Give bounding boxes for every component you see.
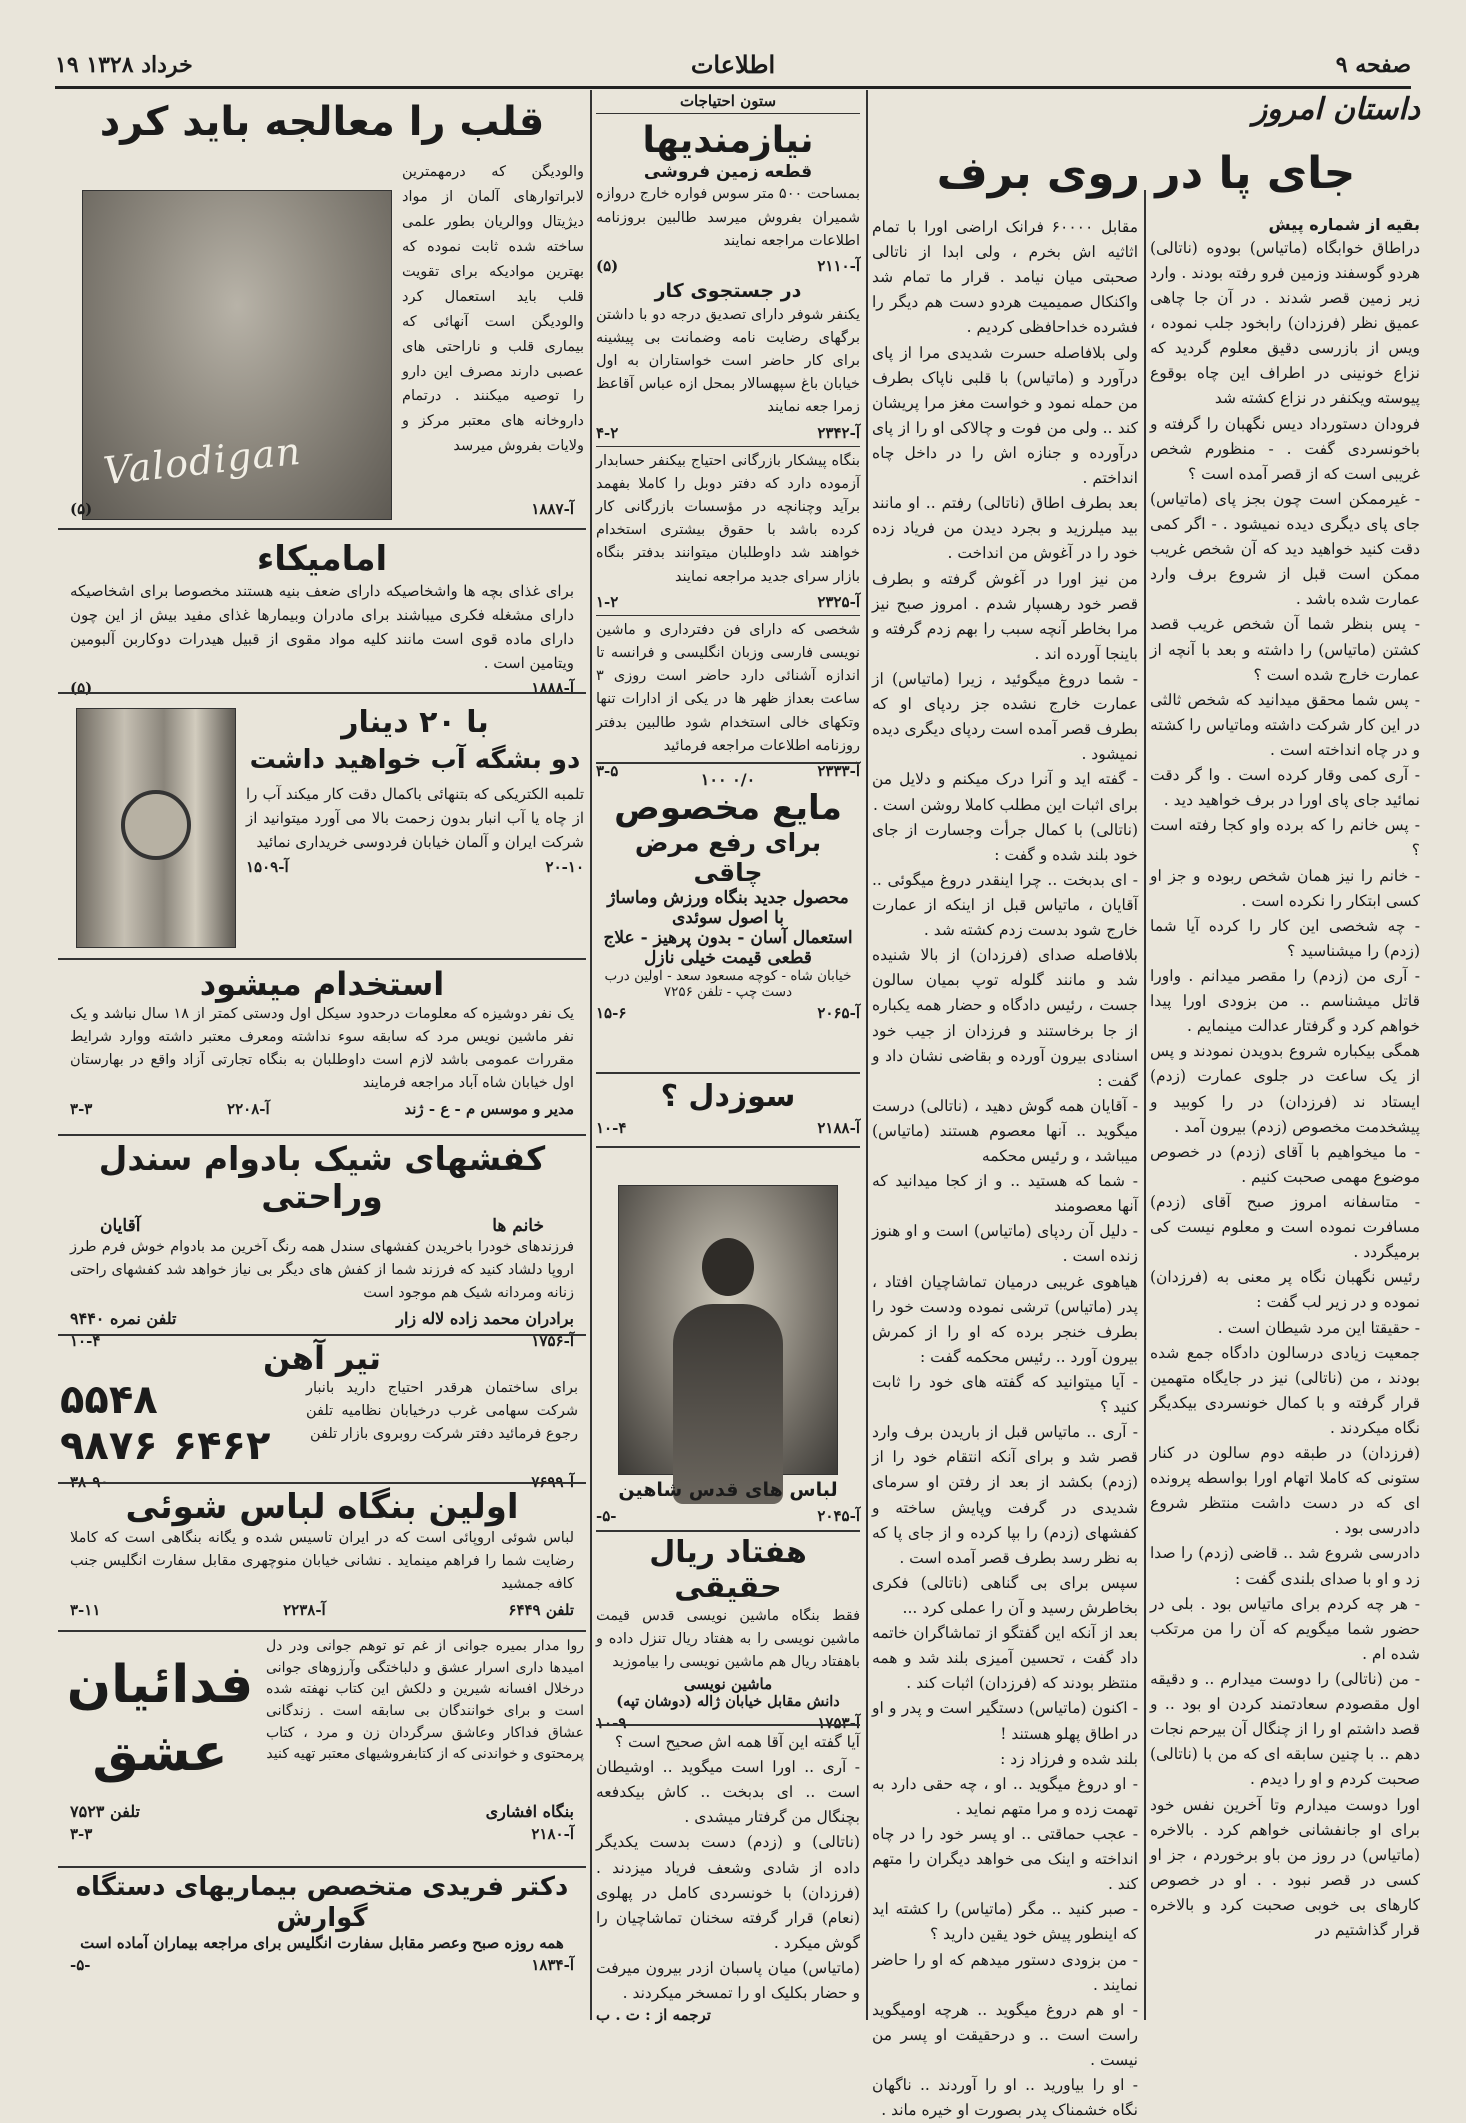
iron-phone-2: ۶۴۶۲ xyxy=(172,1422,271,1469)
emamika-text: برای غذای بچه ها واشخاصیکه دارای ضعف بنیه هستند مخصوصا برای اشخاصیکه دارای مشغله فکری میباشند برای مادران وبیمارها غذای مفید بیش از این چون دارای ماده قوی است مانند کلیه مواد مقوی از قبیل هیدرات دوکاربن آلبومین ویتامین است . xyxy=(70,582,574,673)
story-paragraph: - پس خانم را که برده واو کجا رفته است ؟ xyxy=(1150,816,1420,860)
shoes-subheads xyxy=(60,1216,584,1236)
lingerie-ad xyxy=(596,1478,860,1528)
story-paragraph: فرودان دستورداد دیس نگهبان را گرفته و باخونسردی گفت . - منظورم شخص غریبی است که از قصر آمده است ؟ xyxy=(1150,414,1420,483)
story-paragraph: - او را بیاورید .. او را آوردند .. ناگهان نگاه خشمناک پدر بصورت او خیره ماند . xyxy=(872,2076,1138,2120)
lingerie-divider xyxy=(596,1530,860,1532)
laundry-phone: تلفن ۶۴۴۹ xyxy=(508,1600,574,1619)
typing-code: آ-۱۷۵۳ xyxy=(817,1713,860,1732)
story-title: جای پا در روی برف xyxy=(936,148,1356,199)
classifieds-divider xyxy=(596,762,860,764)
heartburn-code-row xyxy=(596,1119,860,1137)
column-divider xyxy=(590,90,592,2020)
book-ad xyxy=(266,1636,584,1796)
emamika-divider xyxy=(58,692,586,694)
liquid-title: مایع مخصوص xyxy=(614,788,842,828)
typing-divider xyxy=(596,1724,860,1726)
job3-text: شخصی که دارای فن دفترداری و ماشین نویسی فارسی وزبان انگلیسی و فرانسه تا اندازه آشنائی دارد حاضر است روزی ۳ ساعت بعداز ظهر ها در یکی از ادارات تنها وتکهای خالی استخدام شود طالبین بدفتر روزنامه اطلاعات مراجعه فرمائید xyxy=(596,615,860,758)
typing-title: هفتاد ریال حقیقی xyxy=(649,1535,807,1605)
story-paragraph: بعد بطرف اطاق (ناتالی) رفتم .. او مانند بید میلرزید و بجرد دیدن من فریاد زده خود را در آغوش من انداخت . xyxy=(872,494,1138,563)
job1-code: آ-۲۳۴۲ xyxy=(817,423,860,442)
classifieds-section: ستون احتیاجات xyxy=(596,92,860,114)
story-paragraph: - من بزودی دستور میدهم که او را حاضر نمایند . xyxy=(872,1950,1138,1994)
shoes-ladies: خانم ها xyxy=(492,1215,544,1236)
emamika-ad xyxy=(60,539,584,698)
story-paragraph: بلافاصله صدای (فرزدان) از بالا شنیده شد و مانند گلوله توپ بمیان سالون جست ، رئیس دادگاه و حضار همه یکباره از جا برخاستند و فرزدان از جیب خود اسنادی بیرون آورده و بقاضی نشان داد و گفت : xyxy=(872,946,1138,1090)
story-paragraph: - آقایان همه گوش دهید ، (ناتالی) درست میگوید .. آنها معصوم هستند (ماتیاس) میباشد ، و رئیس محکمه xyxy=(872,1096,1138,1166)
doctor-number: -۵- xyxy=(70,1956,91,1975)
shoes-title: کفشهای شیک بادوام سندل وراحتی xyxy=(98,1139,546,1216)
shoes-shop: برادران محمد زاده لاله زار xyxy=(396,1309,574,1329)
laundry-divider xyxy=(58,1630,586,1632)
shoes-shop-row xyxy=(60,1309,584,1328)
classifieds-title: نیازمندیها xyxy=(642,120,814,161)
heartburn-divider xyxy=(596,1146,860,1148)
story-column-right xyxy=(1150,215,1420,2015)
story-paragraph: - هر چه کردم برای ماتیاس بود . بلی در حضور شما میگویم که آن را من مرتکب شده ام . xyxy=(1150,1594,1420,1663)
iron-number: ۳۸-۹۰ xyxy=(70,1472,109,1491)
story-paragraph: - آری من (زدم) را مقصر میدانم . واورا قاتل میشناسم .. من بزودی اورا پیدا خواهم کرد و گرفتار عدالت مینمایم . xyxy=(1150,966,1420,1036)
story-paragraph: جمعیت زیادی درسالون دادگاه جمع شده بودند ، من (ناتالی) نیز در جایگاه متهمین قرار گرفته و با کمال خونسردی بیکدیگر نگاه میکردند . xyxy=(1150,1343,1420,1437)
job-heading: در جستجوی کار xyxy=(654,280,802,303)
book-code-row xyxy=(60,1825,584,1843)
issue-date: ۱۹ خرداد ۱۳۲۸ xyxy=(55,52,193,78)
story-paragraph: - غیرممکن است چون بجز پای (ماتیاس) جای پای دیگری دیده نمیشود . - اگر کمی دقت کنید خواهید دید که آن شخص غریب ممکن است قبل از شروع برف وارد عمارت شده باشد . xyxy=(1150,489,1420,609)
story-paragraph: - او دروغ میگوید .. او ، چه حقی دارد به تهمت زده و مرا متهم نماید . xyxy=(872,1774,1138,1818)
heart-ad-text-box xyxy=(402,160,584,520)
book-code: آ-۲۱۸۰ xyxy=(531,1825,574,1843)
job1-code-row xyxy=(596,424,860,442)
lingerie-code: آ-۲۰۴۵ xyxy=(817,1506,860,1525)
book-footer xyxy=(60,1798,584,1858)
job1-text: یکنفر شوفر دارای تصدیق درجه دو با داشتن برگهای رضایت نامه وضمانت بی پیشینه برای کار حاضر است خواستاران به اول خیابان باغ سپهسالار بمحل ازه عباس آقاعظ زمرا جعه نمایند xyxy=(596,306,860,416)
story-paragraph: - آری کمی وقار کرده است . وا گر دقت نمائید جای پای اورا در برف خواهید دید . xyxy=(1150,766,1420,810)
pump-title: با ۲۰ دینار xyxy=(341,705,489,740)
liquid-number: ۱۵-۶ xyxy=(596,1004,627,1023)
job1-number: ۴-۲ xyxy=(596,423,619,442)
heartburn-ad xyxy=(596,1080,860,1142)
liquid-code: آ-۲۰۶۵ xyxy=(817,1004,860,1023)
story-paragraph: - گفته اید و آنرا درک میکنم و دلایل من برای اثبات این مطلب کاملا روشن است . xyxy=(872,770,1138,814)
valodigan-brand: Valodigan xyxy=(101,428,304,494)
book-text: روا مدار بمیره جوانی از غم تو توهم جوانی ودر دل امیدها داری اسرار عشق و دلباختگی وآرزوهای جوانی درخلال افسانه شیرین و دلکش این کتاب نهفته شده است و برای خوانندگان بی سابقه است . زندگانی عشاق فداکار وعاشق سرگردان زن و مرد ، کتاب پرمحتوی و خواندنی که از کتابفروشیهای معتبر تهیه کنید xyxy=(266,1638,584,1763)
hiring-number: ۳-۳ xyxy=(70,1099,93,1118)
laundry-title: اولین بنگاه لباس شوئی xyxy=(125,1487,519,1527)
doctor-code-row xyxy=(60,1956,584,1974)
typing-number: ۱۰-۹ xyxy=(596,1713,627,1732)
iron-divider xyxy=(58,1482,586,1484)
book-seller: بنگاه افشاری xyxy=(485,1802,574,1821)
iron-text: برای ساختمان هرقدر احتیاج دارید بانبار شرکت سهامی غرب درخیابان نظامیه تلفن رجوع فرمائید دفتر شرکت روبروی بازار تلفن xyxy=(306,1379,578,1443)
story-paragraph: - شما که هستید .. و از کجا میدانید که آنها معصومند xyxy=(872,1172,1138,1216)
story-paragraph: - او هم دروغ میگوید .. هرچه اومیگوید راست است .. و درحقیقت او پسر من نیست . xyxy=(872,2000,1138,2069)
story-paragraph: - آیا میتوانید که گفته های خود را ثابت کنید ؟ xyxy=(872,1373,1138,1417)
doctor-ad xyxy=(60,1872,584,1992)
story-translator: ترجمه از : ت . ب xyxy=(596,2006,711,2025)
job2-code: آ-۲۳۲۵ xyxy=(817,592,860,611)
iron-phone-1: ۵۵۴۸ xyxy=(60,1376,158,1423)
liquid-address: خیابان شاه - کوچه مسعود سعد - اولین درب دست چپ - تلفن ۷۲۵۶ xyxy=(604,968,852,1001)
iron-code: آ-۷۶۹۹ xyxy=(531,1472,574,1491)
heart-divider xyxy=(58,528,586,530)
story-paragraph: - من (ناتالی) را دوست میدارم .. و دقیقه اول مقصودم سعادتمند کردن او بود .. و قصد داشتم او را از چنگال آن بیرحم نجات دهم .. با چنین سابقه ای که من با (ناتالی) صحبت کردم و او را دیدم . xyxy=(1150,1670,1420,1789)
story-paragraph: - حقیقتا این مرد شیطان است . xyxy=(1217,1318,1420,1337)
sale-heading: قطعه زمین فروشی xyxy=(643,162,813,183)
pump-code: آ-۱۵۰۹ xyxy=(246,857,289,876)
special-liquid-ad xyxy=(596,770,860,1070)
story-paragraph: بلند شده و فرزاد زد : xyxy=(1000,1749,1138,1768)
book-seller-row xyxy=(60,1802,584,1821)
heart-code-row xyxy=(60,500,584,518)
pump-divider xyxy=(58,958,586,960)
story-series-label: داستان امروز xyxy=(1252,92,1420,127)
pump-number: ۲۰-۱۰ xyxy=(545,857,584,876)
model-figure xyxy=(673,1238,783,1508)
story-paragraph: سپس برای بی گناهی (ناتالی) فکری بخاطرش رسید و آن را عملی کرد ... xyxy=(872,1573,1138,1618)
doctor-text: همه روزه صبح وعصر مقابل سفارت انگلیس برای مراجعه بیماران آماده است xyxy=(80,1934,564,1953)
iron-phone-3: ۹۸۷۶ xyxy=(60,1422,158,1469)
story-paragraph: - اکنون (ماتیاس) دستگیر است و پدر و او در اطاق پهلو هستند ! xyxy=(872,1699,1138,1743)
sale-text: بمساحت ۵۰۰ متر سوس فواره خارج دروازه شمیران بفروش میرسد طالبین بروزنامه اطلاعات مراجعه نمایند xyxy=(596,186,860,249)
pump-photo xyxy=(76,708,236,948)
valodigan-photo xyxy=(82,190,392,520)
lingerie-title: لباس های قدس شاهین xyxy=(618,1479,838,1501)
story-paragraph: بعد از آنکه این گفتگو از تماشاگران خاتمه داد گفت ، تحسین آمیزی بلند شد و همه منتظر بودند که (فرزدان) اثبات کند . xyxy=(872,1624,1138,1693)
liquid-divider xyxy=(596,1072,860,1074)
book-number: ۳-۳ xyxy=(70,1825,93,1843)
heart-ad-code-box xyxy=(60,496,584,522)
laundry-ad xyxy=(60,1488,584,1628)
job2-text: بنگاه پیشکار بازرگانی احتیاج بیکنفر حسابدار آزموده دارد که دفتر دوبل را کاملا بفهمد برآید وچنانچه در مؤسسات بازرگانی کار کرده باشد با حقوق بیشتری استخدام خواهند شد داوطلبان میتوانند بدفتر بنگاه بازار سرای جدید مراجعه نمایند xyxy=(596,446,860,589)
typing-school: ماشین نویسی xyxy=(683,1674,773,1693)
laundry-code: آ-۲۲۳۸ xyxy=(283,1600,326,1619)
pump-ad xyxy=(246,706,584,956)
hiring-sign: مدیر و موسس م - ع - ژند xyxy=(404,1099,574,1118)
shoes-ad xyxy=(60,1139,584,1351)
story-paragraph: - آری .. ماتیاس قبل از باریدن برف وارد قصر شد و برای آنکه انتقام خود را از (زدم) بکشد از بعد از رفتن او سرمای شدیدی در گرفت وپایش ساخته و کفشهای (زدم) را بپا کرده و از جای پا که به نظر رسد بطرف قصر آمده است . xyxy=(872,1423,1138,1567)
hiring-ad xyxy=(60,966,584,1134)
story-paragraph: - ای بدبخت .. چرا اینقدر دروغ میگوئی .. آقایان ، ماتیاس قبل از اینکه از عمارت خارج شود بدست زدم کشته شد . xyxy=(872,870,1138,940)
lingerie-photo xyxy=(618,1185,838,1475)
story-paragraph: - شما دروغ میگوئید ، زیرا (ماتیاس) از عمارت خارج نشده جز ردپای او که بطرف قصر آمده است ردپای دیگری دیده نمیشود . xyxy=(872,669,1138,764)
pump-code-row xyxy=(246,858,584,876)
heart-ad-title: قلب را معالجه باید کرد xyxy=(99,99,545,145)
typing-text: فقط بنگاه ماشین نویسی قدس قیمت ماشین نویسی را به هفتاد ریال تنزل داده و باهفتاد ریال هم ماشین نویسی را بیاموزید xyxy=(596,1608,860,1671)
heart-ad-title-box xyxy=(60,100,584,160)
book-phone: تلفن ۷۵۲۳ xyxy=(70,1802,140,1821)
doctor-title: دکتر فریدی متخصص بیماریهای دستگاه گوارش xyxy=(75,1872,569,1934)
iron-body xyxy=(60,1377,584,1469)
liquid-line4: قطعی قیمت خیلی نازل xyxy=(644,948,812,969)
job3-code: آ-۲۳۳۳ xyxy=(817,761,860,780)
story-paragraph: - صبر کنید .. مگر (ماتیاس) را کشته اید که اینطور پیش خود یقین دارید ؟ xyxy=(872,1900,1138,1944)
iron-ad xyxy=(60,1339,584,1491)
laundry-code-row xyxy=(60,1601,584,1619)
story-paragraph: همگی بیکباره شروع بدویدن نمودند و پس از یک ساعت در جلوی عمارت (زدم) ایستاد ند (فرزدان) در را کوبید و پیشخدمت مخصوص (زدم) بیرون آمد . xyxy=(1150,1042,1420,1136)
hiring-code-row xyxy=(60,1100,584,1118)
hiring-divider xyxy=(58,1134,586,1136)
shoes-number: ۱۰-۴ xyxy=(70,1332,101,1351)
hiring-text: یک نفر دوشیزه که معلومات درحدود سیکل اول ودستی کمتر از ۱۸ سال نباشد و یک نفر ماشین نویس مرد که سابقه سوء نداشته ومعرف معتبر داشته ووارد شرایط مقررات عمومی باشد لازم است داوطلبان به بنگاه تجارتی آزاد واقع در بهارستان اول خیابان شاه آباد مراجعه فرمایند xyxy=(70,1005,574,1092)
liquid-ratio: ۱۰۰ ۰/۰ xyxy=(700,770,756,789)
book-divider xyxy=(58,1866,586,1868)
story-paragraph: - ما میخواهیم با آقای (زدم) در خصوص موضوع مهمی صحبت کنیم . xyxy=(1150,1142,1420,1186)
book-title: فدائیان عشق xyxy=(66,1655,254,1783)
story-paragraph: - چه شخصی این کار را کرده آیا شما (زدم) را میشناسید ؟ xyxy=(1150,916,1420,960)
story-conclusion xyxy=(596,1730,860,2025)
heartburn-code: آ-۲۱۸۸ xyxy=(817,1118,860,1137)
hiring-title: استخدام میشود xyxy=(199,965,445,1003)
story-paragraph: - متاسفانه امروز صبح آقای (زدم) مسافرت نموده است و معلوم نیست کی برمیگردد . xyxy=(1150,1192,1420,1262)
column-divider xyxy=(866,90,868,2020)
heart-ad-text: والودیگن که درمهمترین لابراتوارهای آلمان از مواد دیژیتال ووالریان بطور علمی ساخته شده ثابت نموده که بهترین موادیکه برای تقویت قلب باید استعمال کرد والودیگن است آنهائی که بیماری قلب و ناراحتی های عصبی دارند مصرف این دارو را توصیه میکنند . درتمام داروخانه های معتبر مرکز و ولایات بفروش میرسد xyxy=(402,164,584,455)
story-paragraph: (فرزدان) در طبقه دوم سالون در کنار ستونی که کاملا اتهام اورا بواسطه پرونده ای که در دست داشت منتظر شروع دادرسی بود . xyxy=(1150,1444,1420,1538)
emamika-code-row xyxy=(60,679,584,697)
emamika-number: (۵) xyxy=(70,679,93,698)
liquid-line1: محصول جدید بنگاه ورزش وماساژ xyxy=(607,888,849,909)
story-paragraph: دراطاق خوابگاه (ماتیاس) بودوه (ناتالی) هردو گوسفند وزمین فرو رفته بودند . وارد زیر زمین قصر شدند . در آن جا چاهی عمیق نظر (فرزدان) رابخود جلب نموده ، ویس از بازرسی دقیق معلوم گردید که نزاع خونینی در اطراف این چاه بوقوع پیوسته ویکنفر در نزاع کشته شد xyxy=(1150,238,1420,408)
liquid-line3: استعمال آسان - بدون پرهیز - علاج xyxy=(603,928,853,949)
story-paragraph: ولی بلافاصله حسرت شدیدی مرا از پای درآورد و (ماتیاس) با قلبی ناپاک بطرف من حمله نمود و خواست مغز مرا پریشان کند .. ولی من فوت و چالاکی او را از پای درآورده و جنازه اش را در داخل چاه انداختم . xyxy=(872,343,1138,488)
story-paragraph: دادرسی شروع شد .. قاضی (زدم) را صدا زد و او با صدای بلندی گفت : xyxy=(1150,1544,1420,1588)
story-paragraph: اورا دوست میدارم وتا آخرین نفس خود برای او جانفشانی خواهم کرد . بالاخره (ماتیاس) در روز من باو برخوردم ، جز او کسی در قصر نبود . . او در خصوص کارهای بی خوبی صحبت کرد و بالاخره قرار گذاشتیم در xyxy=(1150,1795,1420,1940)
column-divider xyxy=(1144,190,1146,2020)
shoes-divider xyxy=(58,1334,586,1336)
story-paragraph: - خانم را نیز همان شخص ربوده و جز او کسی ابتکار را نکرده است . xyxy=(1150,866,1420,910)
story-paragraph: - دلیل آن ردپای (ماتیاس) است و او هنوز زنده است . xyxy=(872,1222,1138,1266)
pump-subtitle: دو بشگه آب خواهید داشت xyxy=(249,744,581,775)
masthead-rule xyxy=(55,86,1411,89)
story-paragraph: هیاهوی غریبی درمیان تماشاچیان افتاد ، پدر (ماتیاس) ترشی نموده ودست خود را بطرف خنجر برده که او را از کمرش بیرون آورد .. رئیس محکمه گفت : xyxy=(872,1272,1138,1366)
liquid-code-row xyxy=(596,1004,860,1022)
typing-ad xyxy=(596,1535,860,1732)
job3-number: ۳-۵ xyxy=(596,761,619,780)
hiring-code: آ-۲۲۰۸ xyxy=(227,1099,270,1118)
story-paragraph: (ناتالی) با کمال جرأت وجسارت از جای خود بلند شده و گفت : xyxy=(872,820,1138,864)
story-column-middle xyxy=(872,215,1138,2120)
newspaper-name: اطلاعات xyxy=(690,50,776,79)
iron-title: تیر آهن xyxy=(262,1339,382,1377)
sale-number: (۵) xyxy=(596,257,619,276)
sale-code: آ-۲۱۱۰ xyxy=(817,257,860,276)
shoes-text: فرزندهای خودرا باخریدن کفشهای سندل همه رنگ آخرین مد بادوام خوش فرم طرز اروپا دلشاد کنید که فرزند شما از کفش های دیگر بی نیاز خواهد شد کفشهای راحتی زنانه ومردانه شیک هم موجود است xyxy=(70,1238,574,1302)
job2-number: ۱-۲ xyxy=(596,592,619,611)
page-number: صفحه ۹ xyxy=(1335,52,1411,78)
doctor-code: آ-۱۸۳۴ xyxy=(531,1956,574,1975)
story-continued: بقیه از شماره پیش xyxy=(1268,215,1420,234)
pump-text: تلمبه الکتریکی که بتنهائی باکمال دقت کار میکند آب را از چاه یا آب انبار بدون زحمت بالا می آورد میتوانید از شرکت ایران و آلمان خیابان فردوسی خریداری نمائید xyxy=(246,784,584,851)
sale-code-row xyxy=(596,257,860,275)
heartburn-title: سوزدل ؟ xyxy=(660,1079,796,1114)
iron-phones xyxy=(60,1377,300,1469)
story-paragraph: من نیز اورا در آغوش گرفته و بطرف قصر خود رهسپار شدم . امروز صبح نیز مرا بخاطر آنچه سبب را بهم زدم گرفته و باینجا آورده اند . xyxy=(872,569,1138,663)
laundry-text: لباس شوئی اروپائی است که در ایران تاسیس شده و یگانه بنگاهی است که کاملا رضایت شما را فراهم مینماید . نشانی خیابان منوچهری مقابل سفارت انگلیس جنب کافه جمشید xyxy=(70,1530,574,1593)
job2-code-row xyxy=(596,593,860,611)
typing-address: دانش مقابل خیابان ژاله (دوشان تپه) xyxy=(616,1692,840,1710)
pump-dial xyxy=(121,790,191,860)
story-ending-paragraph: آیا گفته این آقا همه اش صحیح است ؟ xyxy=(614,1733,860,1751)
shoes-code: آ-۱۷۵۶ xyxy=(531,1332,574,1351)
lingerie-number: -۵- xyxy=(596,1506,617,1525)
heart-number: (۵) xyxy=(70,500,93,518)
story-paragraph: مقابل ۶۰۰۰۰ فرانک اراضی اورا با تمام اثاثیه اش بخرم ، ولی ابدا از ناتالی صحبتی میان نیامد . قرار ما تمام شد واکنکال صمیمیت هردو دست هم دیگر را فشرده خداحافظی کردیم . xyxy=(872,218,1138,337)
shoes-gents: آقایان xyxy=(100,1215,141,1236)
story-paragraph: - عجب حماقتی .. او پسر خود را در چاه انداخته و اینک می خواهد دیگران را متهم کند . xyxy=(872,1825,1138,1894)
lingerie-code-row xyxy=(596,1507,860,1525)
laundry-number: ۳-۱۱ xyxy=(70,1600,101,1619)
emamika-code: آ-۱۸۸۸ xyxy=(531,679,574,698)
story-paragraph: - پس شما محقق میدانید که شخص ثالثی در این کار شرکت داشته وماتیاس را کشته و در چاه انداخته است . xyxy=(1150,690,1420,759)
typing-code-row xyxy=(596,1714,860,1732)
heartburn-number: ۱۰-۴ xyxy=(596,1118,627,1137)
story-paragraph: رئیس نگهبان نگاه پر معنی به (فرزدان) نموده و در زیر لب گفت : xyxy=(1150,1268,1420,1312)
book-title-box xyxy=(60,1638,260,1788)
story-ending-paragraph: - آری .. اورا است میگوید .. اوشیطان است .. ای بدبخت .. کاش بیکدفعه بچنگال من گرفتار میشدی . xyxy=(596,1758,860,1827)
heart-code: آ-۱۸۸۷ xyxy=(531,500,574,518)
story-ending-paragraph: (ماتیاس) میان پاسبان ازدر بیرون میرفت و حضار بکلیک او را تمسخر میکردند . xyxy=(596,1958,860,2003)
emamika-title: امامیکاء xyxy=(256,539,388,579)
story-paragraph: - پس بنظر شما آن شخص غریب قصد کشتن (ماتیاس) را داشته و بعد با آنچه از عمارت خارج شده است ؟ xyxy=(1150,615,1420,684)
shoes-phone: تلفن نمره ۹۴۴۰ xyxy=(70,1309,177,1329)
story-ending-paragraph: (ناتالی) و (زدم) دست بدست یکدیگر داده از شادی وشعف فریاد میزدند . (فرزدان) با خونسردی کامل در پهلوی (نعام) قرار گرفته سخنان تماشاچیان را گوش میکرد . xyxy=(596,1833,860,1952)
masthead xyxy=(55,46,1411,82)
liquid-subtitle: برای رفع مرض چاقی xyxy=(634,828,822,888)
liquid-line2: با اصول سوئدی xyxy=(671,908,785,929)
